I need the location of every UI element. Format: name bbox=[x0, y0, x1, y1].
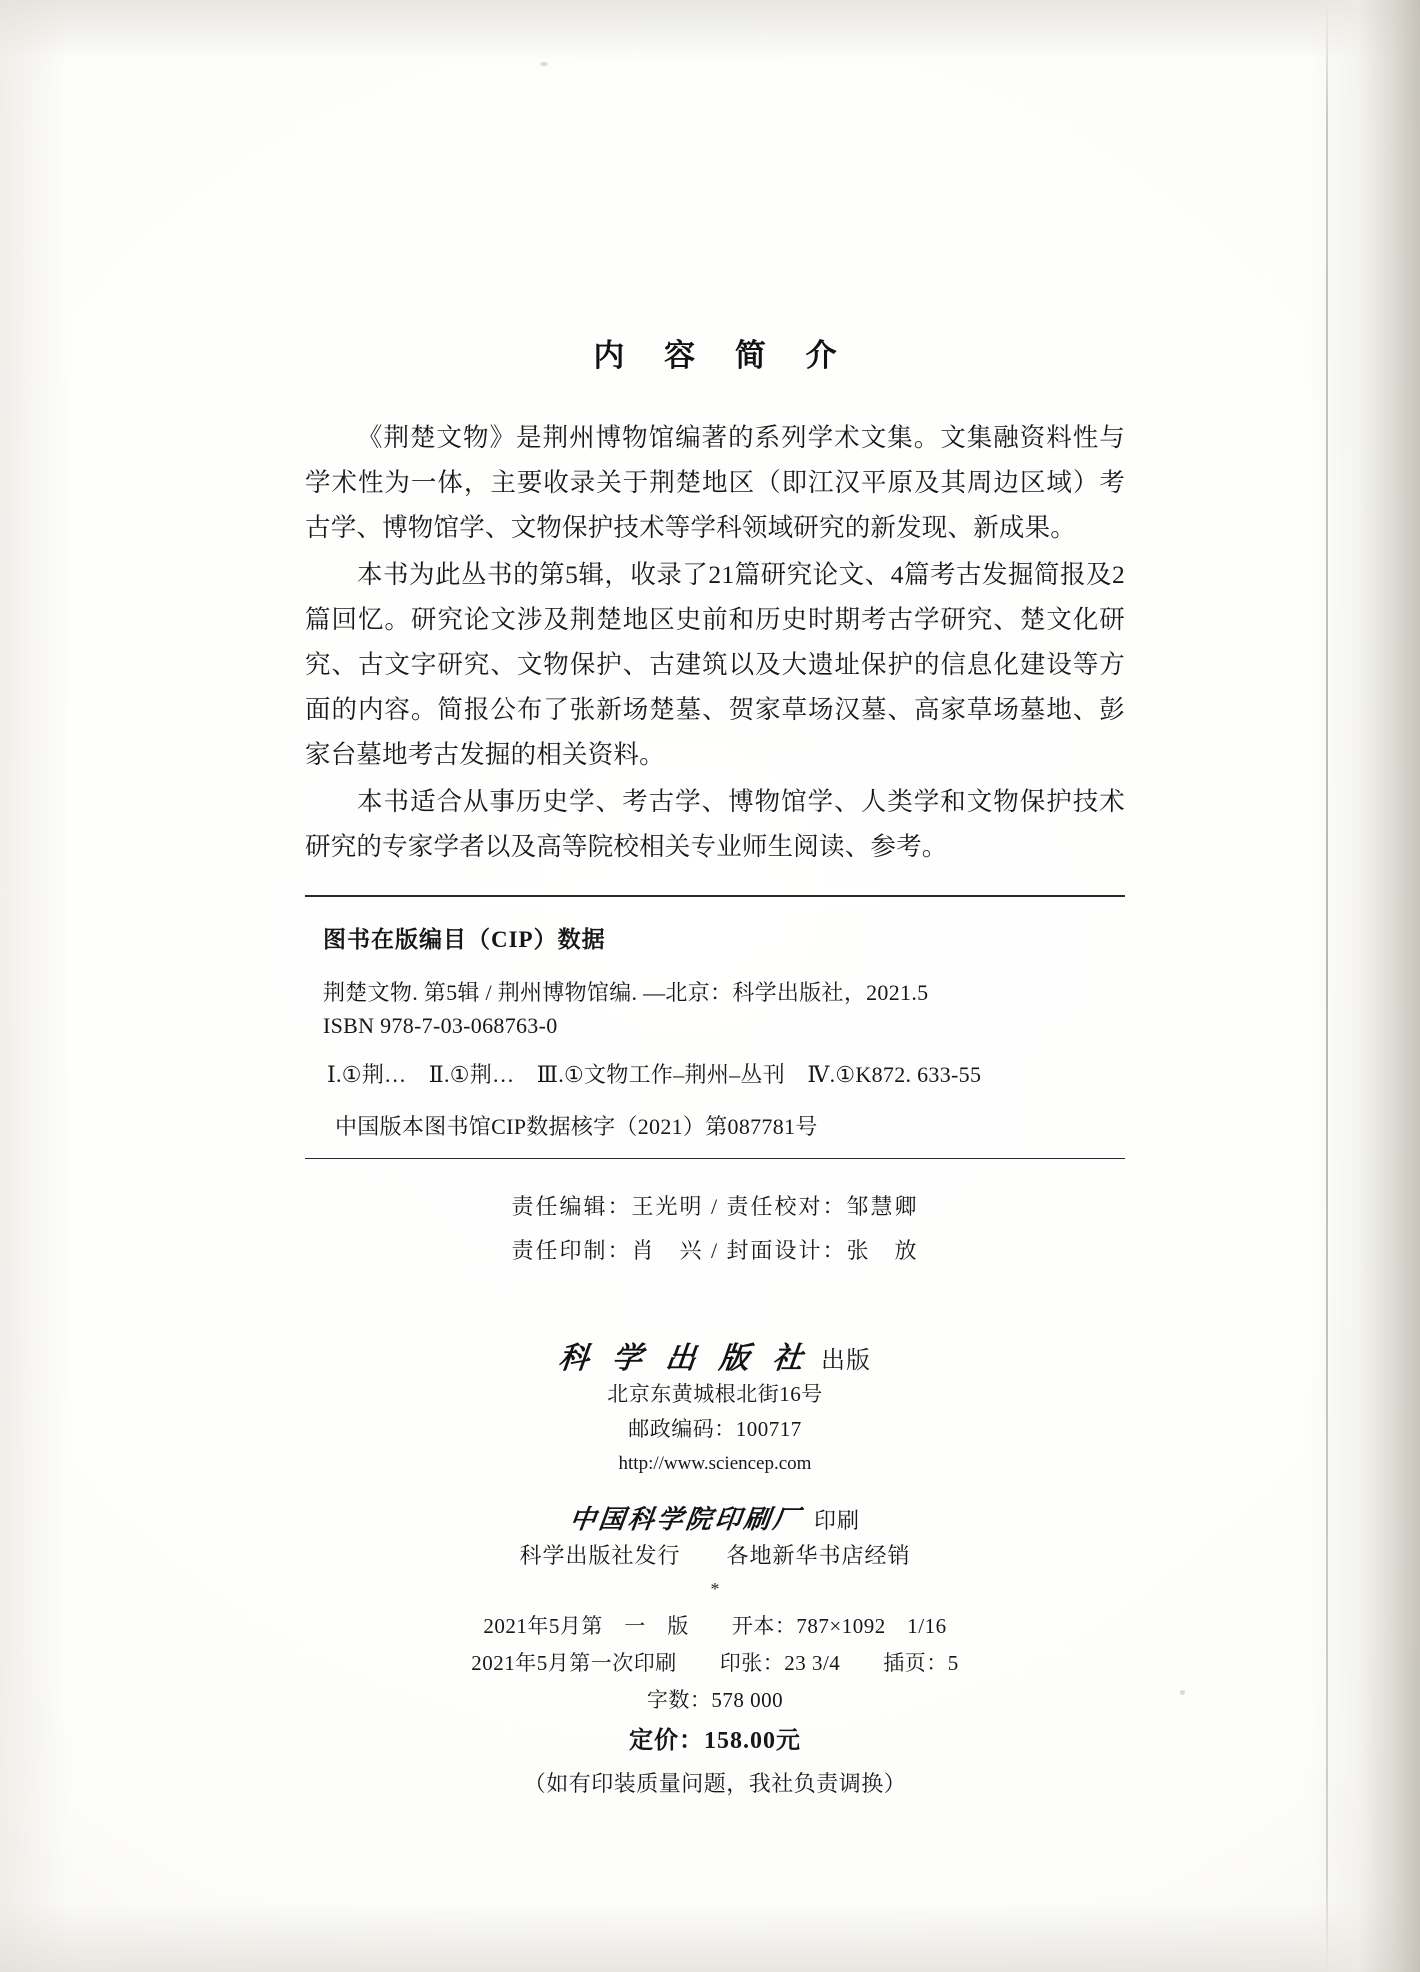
printer-logo: 中国科学院印刷厂 bbox=[567, 1505, 804, 1535]
cip-citation: 荆楚文物. 第5辑 / 荆州博物馆编. —北京：科学出版社，2021.5 bbox=[323, 979, 929, 1005]
abstract-paragraph: 本书适合从事历史学、考古学、博物馆学、人类学和文物保护技术研究的专家学者以及高等院校相关专业师生阅读、参考。 bbox=[305, 787, 1125, 861]
distribution-line: 科学出版社发行 各地新华书店经销 bbox=[519, 1543, 911, 1569]
printer-suffix: 印刷 bbox=[814, 1508, 861, 1534]
publisher-logo-row bbox=[305, 1333, 1125, 1377]
publisher-suffix: 出版 bbox=[821, 1348, 871, 1375]
publisher-logo: 科 学 出 版 社 bbox=[556, 1342, 813, 1376]
publisher-url: http://www.sciencep.com bbox=[618, 1453, 812, 1475]
page-edge-line bbox=[1326, 0, 1328, 1972]
cip-classification: Ⅰ.①荆… Ⅱ.①荆… Ⅲ.①文物工作–荆州–丛刊 Ⅳ.①K872. 633-55 bbox=[327, 1061, 982, 1087]
imprint-row-wordcount: 字数：578 000 bbox=[646, 1688, 784, 1713]
cip-block bbox=[305, 921, 1125, 1144]
imprint-block bbox=[305, 1608, 1125, 1805]
page-content bbox=[305, 330, 1125, 1805]
cip-title: 图书在版编目（CIP）数据 bbox=[323, 926, 606, 952]
publisher-block bbox=[305, 1333, 1125, 1602]
scan-speck bbox=[1180, 1690, 1185, 1695]
quality-note: （如有印装质量问题，我社负责调换） bbox=[523, 1771, 907, 1797]
price-line: 定价：158.00元 bbox=[629, 1728, 801, 1755]
imprint-row-printing: 2021年5月第一次印刷 印张：23 3/4 插页：5 bbox=[471, 1651, 959, 1676]
abstract-paragraph: 本书为此丛书的第5辑，收录了21篇研究论文、4篇考古发掘简报及2篇回忆。研究论文涉及荆楚地区史前和历史时期考古学研究、楚文化研究、古文字研究、文物保护、古建筑以及大遗址保护的信息化建设等方面的内容。简报公布了张新场楚墓、贺家草场汉墓、高家草场墓地、彭家台墓地考古发掘的相关资料。 bbox=[305, 560, 1125, 769]
printer-row bbox=[305, 1499, 1125, 1536]
cip-top-divider bbox=[305, 895, 1125, 897]
abstract-block bbox=[305, 415, 1125, 869]
page-title: 内 容 简 介 bbox=[593, 338, 853, 373]
cip-spacer bbox=[305, 1042, 1125, 1058]
abstract-paragraph: 《荆楚文物》是荆州博物馆编著的系列学术文集。文集融资料性与学术性为一体，主要收录关于荆楚地区（即江汉平原及其周边区域）考古学、博物馆学、文物保护技术等学科领域研究的新发现、新成果。 bbox=[305, 423, 1125, 542]
credits-block bbox=[305, 1185, 1125, 1273]
scan-speck bbox=[540, 62, 548, 66]
publisher-postcode: 邮政编码：100717 bbox=[628, 1417, 802, 1442]
page-left-shadow bbox=[0, 0, 70, 1972]
page-right-edge-shadow bbox=[1308, 0, 1420, 1972]
credit-line-editor: 责任编辑：王光明 / 责任校对：邹慧卿 bbox=[511, 1194, 919, 1220]
publisher-address: 北京东黄城根北街16号 bbox=[607, 1382, 823, 1407]
cip-bottom-divider bbox=[305, 1158, 1125, 1160]
section-separator: * bbox=[710, 1579, 720, 1600]
imprint-row-edition: 2021年5月第 一 版 开本：787×1092 1/16 bbox=[483, 1614, 947, 1639]
credit-line-production: 责任印制：肖 兴 / 封面设计：张 放 bbox=[511, 1238, 919, 1264]
cip-isbn: ISBN 978-7-03-068763-0 bbox=[323, 1012, 558, 1038]
page-top-shadow bbox=[0, 0, 1420, 60]
page-bottom-shadow bbox=[0, 1902, 1420, 1972]
cip-nucleus-number: 中国版本图书馆CIP数据核字（2021）第087781号 bbox=[335, 1113, 818, 1139]
